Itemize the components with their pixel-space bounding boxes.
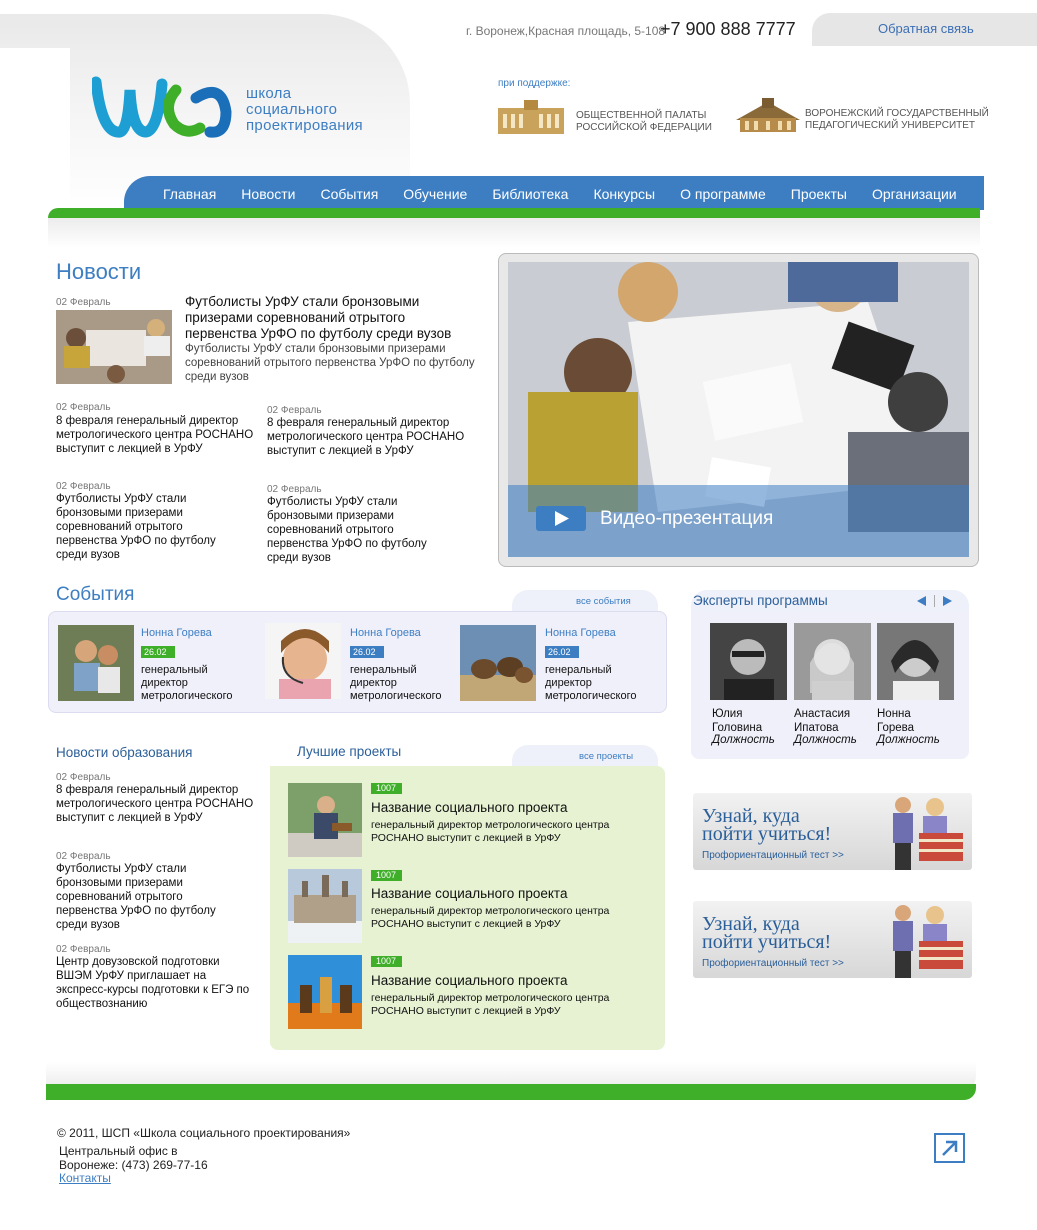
news-link[interactable]: 8 февраля генеральный директор метрологического центра РОСНАНО выступит с лекцией в УрФУ [267, 417, 465, 457]
project-title[interactable]: Название социального проекта [371, 886, 568, 901]
event-date-badge: 26.02 [350, 646, 384, 658]
education-news-link[interactable]: Центр довузовской подготовки ВШЭМ УрФУ приглашает на экспресс-курсы подготовки к ЕГЭ по обществознанию [56, 956, 250, 1010]
banner-heading: Узнай, куда пойти учиться! [702, 913, 832, 953]
featured-news-summary: Футболисты УрФУ стали бронзовыми призерами соревнований отрытого первенства УрФО по футболу среди вузов [185, 343, 475, 383]
expert-role: Должность [794, 734, 857, 746]
education-news-link[interactable]: Футболисты УрФУ стали бронзовыми призерами соревнований отрытого первенства УрФО по футболу среди вузов [56, 863, 216, 931]
play-button[interactable] [536, 506, 586, 531]
nav-item-news[interactable]: Новости [241, 186, 296, 202]
nav-item-library[interactable]: Библиотека [492, 186, 569, 202]
expert-carousel-arrows[interactable] [916, 595, 956, 607]
project-description: генеральный директор метрологического центра РОСНАНО выступит с лекцией в УрФУ [371, 819, 610, 844]
expert-name[interactable]: Нонна Горева [877, 708, 915, 734]
students-illustration [873, 901, 969, 978]
event-person[interactable]: Нонна Горева [141, 627, 212, 639]
news-date: 02 Февраль [56, 944, 111, 955]
news-link[interactable]: Футболисты УрФУ стали бронзовыми призерами соревнований отрытого первенства УрФО по футболу среди вузов [56, 493, 216, 561]
education-news-heading: Новости образования [56, 745, 193, 760]
chamber-name: ОБЩЕСТВЕННОЙ ПАЛАТЫ РОССИЙСКОЙ ФЕДЕРАЦИИ [576, 110, 712, 133]
featured-news-image[interactable] [56, 310, 172, 384]
banner-link[interactable]: Профориентационный тест >> [702, 850, 844, 861]
footer-line [46, 1084, 976, 1100]
event-description: генеральный директор метрологического [350, 664, 442, 702]
banner-link[interactable]: Профориентационный тест >> [702, 958, 844, 969]
project-image[interactable] [288, 869, 362, 943]
best-projects-heading: Лучшие проекты [297, 744, 402, 759]
nav-item-organizations[interactable]: Организации [871, 186, 957, 202]
event-description: генеральный директор метрологического [545, 664, 637, 702]
header-decor-mask [0, 48, 70, 218]
developer-link[interactable] [934, 1133, 965, 1163]
event-date-badge: 26.02 [141, 646, 175, 658]
banner-heading: Узнай, куда пойти учиться! [702, 805, 832, 845]
expert-name[interactable]: Юлия Головина [712, 708, 763, 734]
logo-icon[interactable] [92, 76, 232, 138]
education-news-link[interactable]: 8 февраля генеральный директор метрологического центра РОСНАНО выступит с лекцией в УрФУ [56, 784, 254, 824]
featured-news-headline[interactable]: Футболисты УрФУ стали бронзовыми призерами соревнований отрытого первенства УрФО по футболу среди вузов [185, 294, 452, 341]
events-heading: События [56, 584, 135, 605]
news-date: 02 Февраль [56, 772, 111, 783]
project-badge: 1007 [371, 956, 402, 967]
news-date: 02 Февраль [267, 405, 322, 416]
nav-item-projects[interactable]: Проекты [790, 186, 847, 202]
project-description: генеральный директор метрологического центра РОСНАНО выступит с лекцией в УрФУ [371, 992, 610, 1017]
event-date-badge: 26.02 [545, 646, 579, 658]
address: г. Воронеж,Красная площадь, 5-108 [466, 24, 666, 38]
event-image[interactable] [460, 625, 536, 701]
contacts-link[interactable]: Контакты [59, 1171, 111, 1185]
news-link[interactable]: Футболисты УрФУ стали бронзовыми призерами соревнований отрытого первенства УрФО по футболу среди вузов [267, 496, 427, 564]
support-label: при поддержке: [498, 78, 571, 89]
news-date: 02 Февраль [56, 851, 111, 862]
expert-role: Должность [877, 734, 940, 746]
nav-item-learning[interactable]: Обучение [403, 186, 468, 202]
expert-photo[interactable] [710, 623, 787, 700]
career-test-banner[interactable] [693, 793, 972, 870]
project-title[interactable]: Название социального проекта [371, 973, 568, 988]
event-description: генеральный директор метрологического [141, 664, 233, 702]
arrow-left-icon [917, 596, 926, 606]
nav-item-contests[interactable]: Конкурсы [593, 186, 656, 202]
nav-menu [163, 186, 982, 202]
experts-heading: Эксперты программы [693, 593, 828, 608]
news-link[interactable]: 8 февраля генеральный директор метрологического центра РОСНАНО выступит с лекцией в УрФУ [56, 415, 254, 455]
event-person[interactable]: Нонна Горева [545, 627, 616, 639]
logo-text: школа социального проектирования [246, 85, 363, 134]
news-date: 02 Февраль [56, 481, 111, 492]
expert-role: Должность [712, 734, 775, 746]
nav-item-events[interactable]: События [320, 186, 379, 202]
project-image[interactable] [288, 955, 362, 1029]
students-illustration [873, 793, 969, 870]
feedback-link[interactable]: Обратная связь [878, 21, 974, 36]
copyright: © 2011, ШСП «Школа социального проектирования» [57, 1126, 351, 1140]
expert-name[interactable]: Анастасия Ипатова [794, 708, 851, 734]
arrow-right-icon [943, 596, 952, 606]
project-badge: 1007 [371, 870, 402, 881]
project-title[interactable]: Название социального проекта [371, 800, 568, 815]
news-date: 02 Февраль [56, 402, 111, 413]
nav-shadow [48, 218, 980, 248]
nav-item-about[interactable]: О программе [680, 186, 766, 202]
featured-news-date: 02 Февраль [56, 297, 111, 308]
all-projects-link[interactable]: все проекты [579, 751, 634, 762]
career-test-banner[interactable] [693, 901, 972, 978]
event-image[interactable] [265, 623, 341, 699]
nav-underline [48, 208, 980, 218]
chamber-building-icon[interactable] [498, 100, 564, 134]
project-image[interactable] [288, 783, 362, 857]
university-name: ВОРОНЕЖСКИЙ ГОСУДАРСТВЕННЫЙ ПЕДАГОГИЧЕСКИЙ УНИВЕРСИТЕТ [805, 108, 989, 131]
event-image[interactable] [58, 625, 134, 701]
expert-photo[interactable] [794, 623, 871, 700]
play-icon [536, 506, 586, 531]
news-heading: Новости [56, 259, 142, 284]
expert-photo[interactable] [877, 623, 954, 700]
phone: +7 900 888 7777 [660, 19, 796, 39]
all-events-link[interactable]: все события [576, 596, 631, 607]
university-building-icon[interactable] [736, 98, 800, 134]
nav-item-home[interactable]: Главная [163, 186, 217, 202]
external-arrow-icon [936, 1135, 963, 1161]
office-info: Центральный офис в Воронеже: (473) 269-77-16 [59, 1144, 208, 1172]
project-badge: 1007 [371, 783, 402, 794]
news-date: 02 Февраль [267, 484, 322, 495]
project-description: генеральный директор метрологического центра РОСНАНО выступит с лекцией в УрФУ [371, 905, 610, 930]
video-label[interactable]: Видео-презентация [600, 508, 774, 529]
event-person[interactable]: Нонна Горева [350, 627, 421, 639]
